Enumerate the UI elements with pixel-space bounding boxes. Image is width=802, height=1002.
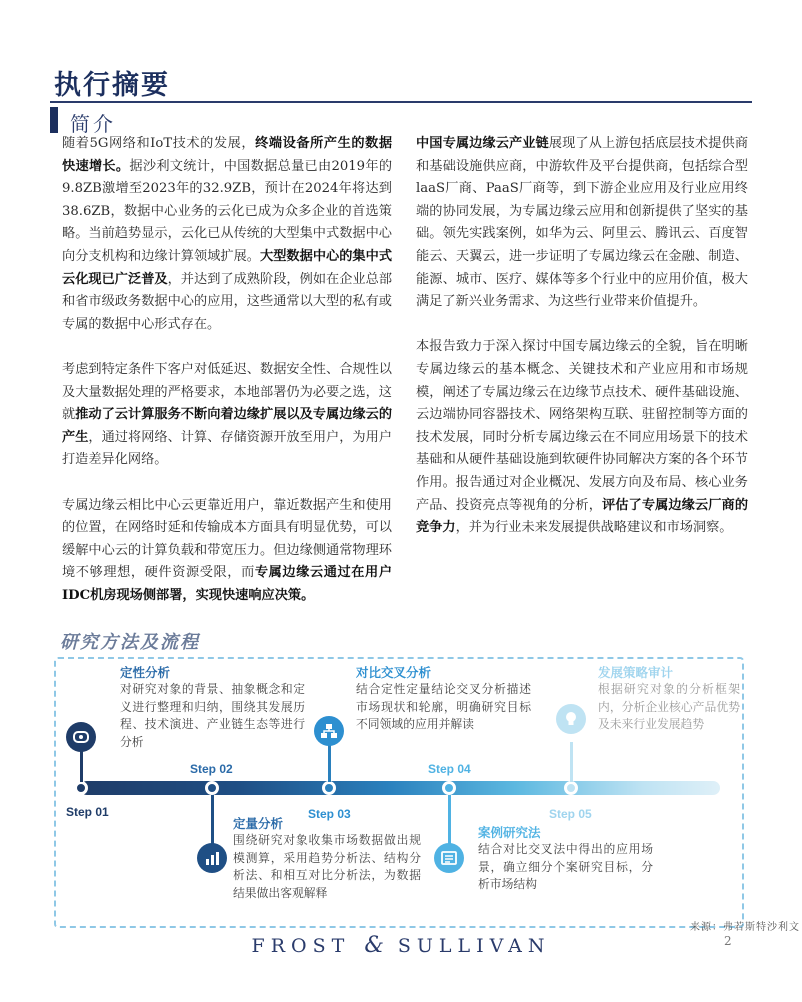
- lightbulb-icon: [556, 704, 586, 734]
- timeline-connector: [448, 795, 451, 845]
- step-description: 根据研究对象的分析框架内，分析企业核心产品优势及未来行业发展趋势: [598, 682, 740, 732]
- page-title: 执行摘要: [54, 70, 170, 101]
- page-number: 2: [724, 934, 732, 948]
- step-description: 对研究对象的背景、抽象概念和定义进行整理和归纳，围绕其发展历程、技术演进、产业链生态等进行分析: [120, 682, 305, 749]
- step-description: 结合定性定量结论交叉分析描述市场现状和轮廓，明确研究目标不同领域的应用并解读: [356, 682, 531, 732]
- body-text: ，并达到了成熟阶段，例如在企业总部和省市级政务数据中心的应用，这些通常以大型的私有或专属的数据中心形式存在。: [62, 271, 393, 332]
- paragraph: [416, 336, 748, 539]
- left-column: [62, 133, 392, 630]
- frost-sullivan-logo: [0, 933, 802, 958]
- logo-ampersand: &: [364, 933, 384, 958]
- timeline-connector: [80, 748, 83, 782]
- body-text: 本报告致力于深入探讨中国专属边缘云的全貌，旨在明晰专属边缘云的基本概念、关键技术和产业应用和市场规模，阐述了专属边缘云在边缘节点技术、硬件基础设施、云边端协同容器技术、网络架构互联、驻留控制等方面的技术发展，同时分析专属边缘云在不同应用场景下的技术基础和从硬件基础设施到软硬件协同解决方案的各个环节作用。报告通过对企业概况、发展方向及布局、核心业务产品、投资亮点等视角的分析，: [416, 339, 748, 513]
- concept-icon: [66, 722, 96, 752]
- step-label: Step 01: [66, 805, 109, 819]
- source-note: 来源：弗若斯特沙利文: [690, 922, 800, 933]
- step-label: Step 04: [428, 762, 471, 776]
- timeline-dot: [322, 781, 336, 795]
- paragraph: [62, 133, 392, 336]
- logo-text-right: SULLIVAN: [397, 935, 551, 957]
- timeline-dot: [74, 781, 88, 795]
- timeline-dot: [442, 781, 456, 795]
- timeline-connector: [211, 795, 214, 845]
- body-text: 据沙利文统计，中国数据总量已由2019年的9.8ZB激增至2023年的32.9ZB，预计在2024年将达到38.6ZB，数据中心业务的云化已成为众多企业的首选策略。当前趋势显示，云化已从传统的大型集中式数据中心向分支机构和边缘计算领域扩展。: [62, 158, 392, 264]
- report-icon: [434, 843, 464, 873]
- emphasis-text: 推动了云计算服务不断向着边缘扩展以及专属边缘云的产生: [62, 407, 393, 445]
- section-title: 简介: [70, 112, 116, 136]
- timeline-bar: [80, 781, 720, 795]
- step-description: 结合对比交叉法中得出的应用场景，确立细分个案研究目标，分析市场结构: [478, 842, 653, 892]
- step-label: Step 05: [549, 807, 592, 821]
- timeline-dot: [564, 781, 578, 795]
- emphasis-text: 终端设备所产生的数据快速增长。: [62, 136, 393, 174]
- step-label: Step 03: [308, 807, 351, 821]
- emphasis-text: 评估了专属边缘云厂商的竞争力: [416, 497, 749, 536]
- emphasis-text: 大型数据中心的集中式云化现已广泛普及: [62, 248, 393, 287]
- step-description: 围绕研究对象收集市场数据做出规模测算，采用趋势分析法、结构分析法、和相互对比分析法，为数据结果做出客观解释: [233, 833, 421, 900]
- methodology-title: 研究方法及流程: [60, 632, 200, 653]
- body-text: 展现了从上游包括底层技术提供商和基础设施供应商，中游软件及平台提供商，包括综合型laaS厂商、PaaS厂商等，到下游企业应用及行业应用终端的协同发展，为专属边缘云应用和创新提供了坚实的基础。领先实践案例，如华为云、阿里云、腾讯云、百度智能云、天翼云，进一步证明了专属边缘云在金融、制造、能源、城市、医疗、媒体等多个行业中的应用价值，极大满足了新兴业务需求、为这些行业带来价值提升。: [416, 136, 749, 310]
- network-icon: [314, 716, 344, 746]
- timeline-connector: [328, 742, 331, 782]
- body-text: ，通过将网络、计算、存储资源开放至用户，为用户打造差异化网络。: [62, 429, 393, 468]
- body-text: 随着5G网络和IoT技术的发展，: [62, 136, 256, 151]
- step-title: 发展策略审计: [598, 665, 674, 680]
- emphasis-text: 中国专属边缘云产业链: [416, 136, 549, 151]
- paragraph: [62, 359, 392, 472]
- bar-chart-icon: [197, 843, 227, 873]
- step-title: 案例研究法: [478, 825, 541, 840]
- step-title: 对比交叉分析: [356, 665, 432, 680]
- timeline-connector: [570, 742, 573, 782]
- step-title: 定性分析: [120, 665, 171, 680]
- timeline-dot: [205, 781, 219, 795]
- section-marker: [50, 107, 58, 133]
- body-text: 专属边缘云相比中心云更靠近用户，靠近数据产生和使用的位置，在网络时延和传输成本方面具有明显优势，可以缓解中心云的计算负载和带宽压力。但边缘侧通常物理环境不够理想，硬件资源受限，而: [62, 497, 392, 581]
- emphasis-text: 专属边缘云通过在用户IDC机房现场侧部署，实现快速响应决策。: [62, 565, 393, 603]
- step-label: Step 02: [190, 762, 233, 776]
- paragraph: [62, 495, 392, 608]
- step-title: 定量分析: [233, 816, 284, 831]
- body-text: 考虑到特定条件下客户对低延迟、数据安全性、合规性以及大量数据处理的严格要求，本地部署仍为必要之选，这就: [62, 361, 392, 423]
- logo-text-left: FROST: [251, 935, 351, 957]
- paragraph: [416, 133, 748, 314]
- title-divider: [50, 101, 752, 103]
- right-column: [416, 133, 748, 562]
- body-text: ，并为行业未来发展提供战略建议和市场洞察。: [455, 520, 733, 536]
